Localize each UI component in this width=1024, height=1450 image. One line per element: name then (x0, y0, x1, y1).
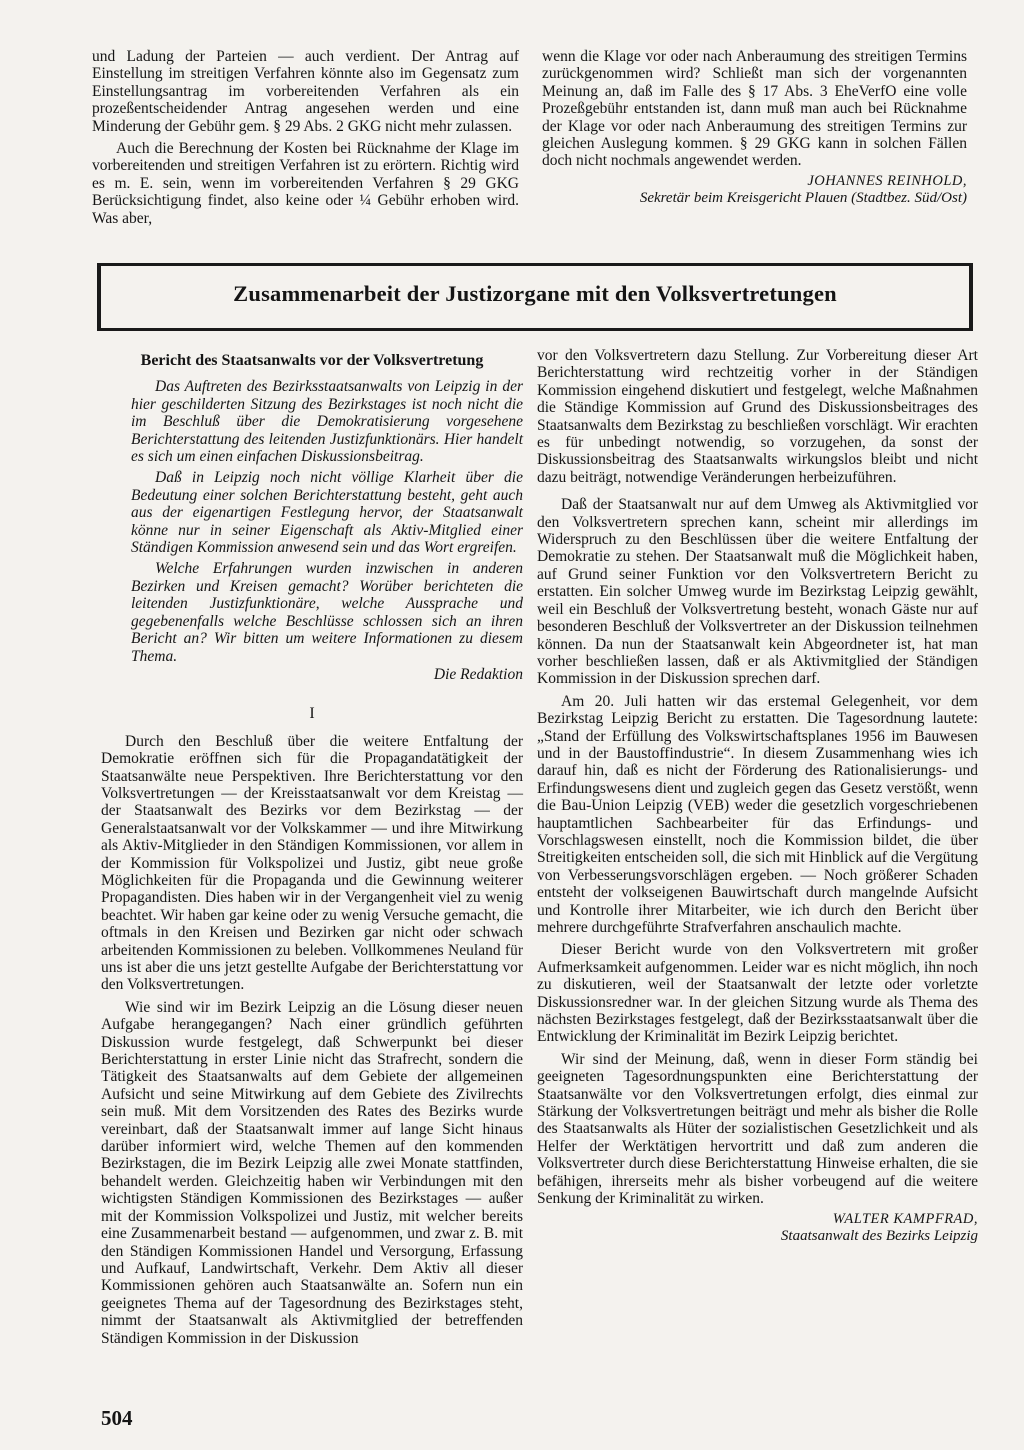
section-rule-top (97, 263, 973, 266)
paragraph: Wir sind der Meinung, daß, wenn in dieser Form ständig bei geeigneten Tagesordnungspunkten eine Berichterstattung der Staatsanwälte vor den Volksvertretungen erfolgt, dies einmal zur Stärkung der Volksvertretungen beiträgt und mehr als bisher die Rolle des Staatsanwalts als Hüter der sozialistischen Gesetzlichkeit und als Helfer der Werktätigen hervortritt und daß zum anderen die Volksvertreter durch diese Berichterstattung Hinweise erhalten, die sie befähigen, ihrerseits mehr als bisher vorbeugend auf die weitere Senkung der Kriminalität zu wirken. (537, 1050, 978, 1208)
paragraph: und Ladung der Parteien — auch verdient. Der Antrag auf Einstellung im streitigen Verfahren könnte also im Gegensatz zum Einstellungsantrag im vorbereitenden Verfahren als ein prozeßentscheidender Antrag angesehen werden und eine Minderung der Gebühr gem. § 29 Abs. 2 GKG nicht mehr zulassen. (92, 48, 519, 135)
author-role: Sekretär beim Kreisgericht Plauen (Stadtbez. Süd/Ost) (639, 190, 967, 207)
top-left-column (92, 48, 519, 227)
editor-signature: Die Redaktion (433, 665, 523, 683)
paragraph: Wie sind wir im Bezirk Leipzig an die Lösung dieser neuen Aufgabe herangegangen? Nach einer gründlich geführten Diskussion wurde festgelegt, daß Schwerpunkt bei dieser Berichterstattung in erster Linie nicht das Strafrecht, sondern die Tätigkeit des Staatsanwalts auf dem Gebiete der allgemeinen Aufsicht und seine Mitwirkung auf dem Gebiete des Zivilrechts sein muß. Mit dem Vorsitzenden des Rates des Bezirks wurde vereinbart, daß der Staatsanwalt immer auf lange Sicht hinaus darüber informiert wird, welche Themen auf den kommenden Bezirkstagen, die im Bezirk Leipzig alle zwei Monate stattfinden, behandelt werden. Gleichzeitig haben wir Verbindungen mit den wichtigsten Ständigen Kommissionen des Bezirkstages — außer mit der Kommission Volkspolizei und Justiz, mit welcher bereits eine Zusammenarbeit bestand — aufgenommen, und zwar z. B. mit den Ständigen Kommissionen Handel und Versorgung, Erfassung und Aufkauf, Landwirtschaft, Verkehr. Dem Aktiv all dieser Kommissionen gehören auch Staatsanwälte an. Sofern nun ein geeignetes Thema auf der Tagesordnung des Bezirkstages steht, nimmt der Staatsanwalt als Aktivmitglied der betreffenden Ständigen Kommission in der Diskussion (101, 998, 523, 1347)
intro-paragraph: Daß in Leipzig noch nicht völlige Klarheit über die Bedeutung einer solchen Berichterstattung besteht, geht auch aus der eigenartigen Festlegung hervor, der Staatsanwalt könne nur in seiner Eigenschaft als Aktiv-Mitglied einer Ständigen Kommission anwesend sein und das Wort ergreifen. (131, 469, 523, 557)
section-numeral: I (309, 705, 315, 723)
author-role: Staatsanwalt des Bezirks Leipzig (780, 1227, 978, 1244)
article-headline: Bericht des Staatsanwalts vor der Volksvertretung (140, 352, 484, 369)
paragraph: wenn die Klage vor oder nach Anberaumung des streitigen Termins zurückgenommen wird? Schließt man sich der vorgenannten Meinung an, daß im Falle des § 17 Abs. 3 EheVerfO eine volle Prozeßgebühr entstanden ist, dann muß man auch bei Rücknahme der Klage vor oder nach Anberaumung des streitigen Termins zur gleichen Auslegung kommen. § 29 GKG kann in solchen Fällen doch nicht nochmals angewendet werden. (542, 48, 967, 170)
author-name: JOHANNES REINHOLD, (807, 172, 967, 189)
top-right-column (542, 48, 967, 208)
section-title: Zusammenarbeit der Justizorgane mit den Volksvertretungen (233, 281, 837, 306)
article-left-column (101, 352, 523, 1347)
article-right-column (537, 347, 978, 1245)
section-rule-bottom (97, 328, 973, 331)
section-title-box (97, 263, 973, 331)
paragraph: Daß der Staatsanwalt nur auf dem Umweg als Aktivmitglied vor den Volksvertretern sprechen kann, scheint mir allerdings im Widerspruch zu den Beschlüssen über die weitere Entfaltung der Demokratie zu stehen. Der Staatsanwalt muß die Möglichkeit haben, auf Grund seiner Funktion vor den Volksvertretern Bericht zu erstatten. Ein solcher Umweg wurde im Bezirkstag Leipzig gewählt, weil ein Beschluß der Volksvertretung besteht, wonach Gäste nur auf besonderen Beschluß der Volksvertreter an der Diskussion teilnehmen können. Da nun der Staatsanwalt kein Abgeordneter ist, hat man vorher beschließen lassen, daß er als Aktivmitglied der Ständigen Kommission in der Diskussion sprechen darf. (537, 496, 978, 688)
paragraph: Am 20. Juli hatten wir das erstemal Gelegenheit, vor dem Bezirkstag Leipzig Bericht zu erstatten. Die Tagesordnung lautete: „Stand der Erfüllung des Volkswirtschaftsplanes 1956 im Bauwesen und in der Baustoffindustrie“. In diesem Zusammenhang wies ich darauf hin, daß es nicht der Förderung des Rationalisierungs- und Erfindungswesens dient und zugleich gegen das Gesetz verstößt, wenn die Bau-Union Leipzig (VEB) weder die gesetzlich vorgeschriebenen hauptamtlichen Sachbearbeiter für das Erfindungs- und Vorschlagswesen einstellt, noch die Kommission bildet, die über Streitigkeiten entscheiden soll, die sich mit Hinblick auf die Vergütung von Verbesserungsvorschlägen ergeben. — Noch größerer Schaden entsteht der volkseigenen Bauwirtschaft durch mangelnde Aufsicht und Kontrolle ihrer Mitarbeiter, wie ich durch den Bericht über mehrere durchgeführte Strafverfahren anschaulich machte. (537, 692, 978, 936)
intro-paragraph: Welche Erfahrungen wurden inzwischen in anderen Bezirken und Kreisen gemacht? Worüber berichteten die leitenden Justizfunktionäre, welche Aussprache und gegebenenfalls welche Beschlüsse schlossen sich an ihren Bericht an? Wir bitten um weitere Informationen zu diesem Thema. (131, 560, 523, 665)
author-name: WALTER KAMPFRAD, (832, 1210, 978, 1227)
page-number: 504 (101, 1406, 133, 1430)
paragraph: vor den Volksvertretern dazu Stellung. Zur Vorbereitung dieser Art Berichterstattung wird rechtzeitig vorher in der Ständigen Kommission eingehend diskutiert und festgelegt, welche Maßnahmen die Ständige Kommission auf Grund des Diskussionsbeitrages des Staatsanwalts dem Bezirkstag zu beschließen vorschlägt. Wir erachten es für unbedingt notwendig, so vorzugehen, da sonst der Diskussionsbeitrag des Staatsanwalts wirkungslos bleibt und nicht dazu beiträgt, notwendige Veränderungen herbeizuführen. (537, 347, 978, 486)
paragraph: Auch die Berechnung der Kosten bei Rücknahme der Klage im vorbereitenden und streitigen Verfahren ist zu erörtern. Richtig wird es m. E. sein, wenn im vorbereitenden Verfahren § 29 GKG Berücksichtigung findet, also keine oder ¼ Gebühr erhoben wird. Was aber, (92, 140, 519, 227)
paragraph: Dieser Bericht wurde von den Volksvertretern mit großer Aufmerksamkeit aufgenommen. Leider war es nicht möglich, ihn noch zu diskutieren, weil der Staatsanwalt der letzte oder vorletzte Diskussionsredner war. In der gleichen Sitzung wurde als Thema des nächsten Bezirkstages festgelegt, daß der Bezirksstaatsanwalt über die Entwicklung der Kriminalität im Bezirk Leipzig berichtet. (537, 941, 978, 1046)
paragraph: Durch den Beschluß über die weitere Entfaltung der Demokratie eröffnen sich für die Propagandatätigkeit der Staatsanwälte neue Perspektiven. Ihre Berichterstattung vor den Volksvertretungen — der Kreisstaatsanwalt vor dem Kreistag — der Staatsanwalt des Bezirks vor dem Bezirkstag — der Generalstaatsanwalt vor der Volkskammer — und ihre Mitwirkung als Aktiv-Mitglieder in den Ständigen Kommissionen, vor allem in der Kommission für Volkspolizei und Justiz, gibt neue große Möglichkeiten für die Propaganda und die Gewinnung weiterer Propagandisten. Dies haben wir in der Vergangenheit viel zu wenig beachtet. Wir haben gar keine oder zu wenig Versuche gemacht, die oftmals in den Kreisen und Bezirken gar nicht oder schwach arbeitenden Kommissionen zu beleben. Vollkommenes Neuland für uns ist aber die uns jetzt gestellte Aufgabe der Berichterstattung vor den Volksvertretungen. (101, 732, 523, 994)
editorial-intro (101, 378, 523, 683)
intro-paragraph: Das Auftreten des Bezirksstaatsanwalts von Leipzig in der hier geschilderten Sitzung des Bezirkstages ist noch nicht die im Beschluß über die Demokratisierung vorgesehene Berichterstattung des leitenden Justizfunktionärs. Hier handelt es sich um einen einfachen Diskussionsbeitrag. (131, 378, 523, 466)
